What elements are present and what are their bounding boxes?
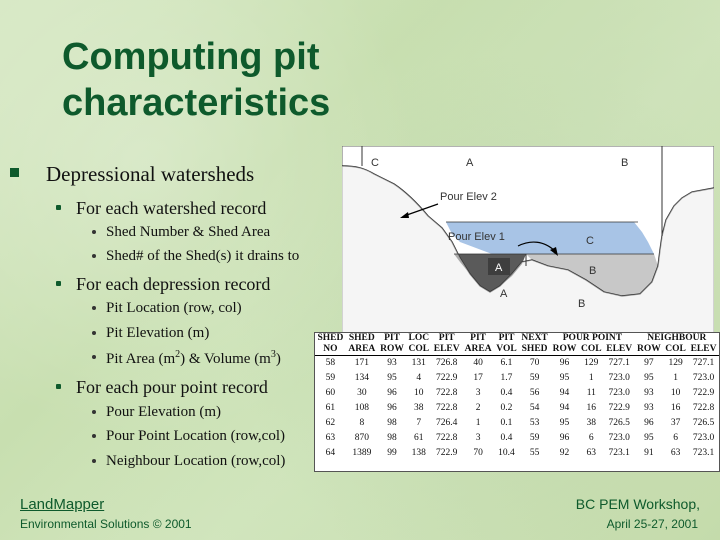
- table-cell: 3: [475, 388, 481, 398]
- column-header: ROW: [378, 344, 406, 356]
- table-cell: 91: [644, 448, 654, 458]
- table-row: [315, 356, 719, 372]
- dot-bullet-icon: [92, 410, 96, 414]
- dot-bullet-icon: [92, 230, 96, 234]
- column-header-group: SHED: [317, 333, 344, 343]
- table-cell: 93: [387, 358, 397, 368]
- column-header-group: LOC: [408, 333, 430, 343]
- column-header: ROW: [635, 344, 663, 356]
- table-cell: 0.1: [500, 418, 513, 428]
- table-cell: 16: [670, 403, 681, 413]
- label-b-top: B: [621, 157, 629, 169]
- table-cell: 97: [644, 358, 654, 368]
- table-cell: 94: [559, 403, 570, 413]
- table-cell: 96: [559, 358, 570, 368]
- table-row: [315, 431, 719, 446]
- footer-brand: LandMapper: [20, 496, 105, 513]
- table-cell: 61: [325, 403, 336, 413]
- table-cell: 10.4: [498, 448, 515, 458]
- table-cell: 722.9: [692, 388, 715, 398]
- table-cell: 59: [529, 373, 540, 383]
- table-cell: 726.5: [692, 418, 715, 428]
- table-cell: 96: [387, 388, 397, 398]
- section-heading: For each watershed record: [76, 198, 267, 218]
- table-cell: 171: [354, 358, 369, 368]
- table-cell: 723.1: [692, 448, 715, 458]
- dot-bullet-icon: [92, 254, 96, 258]
- column-header: COL: [579, 344, 604, 356]
- table-cell: 0.2: [500, 403, 513, 413]
- table-cell: 7: [416, 418, 422, 428]
- table-cell: 99: [387, 448, 397, 458]
- table-cell: 61: [414, 433, 424, 443]
- label-b-inner: B: [589, 265, 597, 277]
- main-bullet-text: Depressional watersheds: [46, 162, 255, 186]
- table-cell: 53: [529, 418, 540, 428]
- table-cell: 70: [473, 448, 483, 458]
- page-title: [62, 34, 330, 126]
- table-cell: 722.8: [692, 403, 715, 413]
- square-bullet-icon: [56, 205, 61, 210]
- table-cell: 63: [670, 448, 681, 458]
- footer-dates: April 25-27, 2001: [606, 517, 698, 531]
- table-cell: 54: [529, 403, 540, 413]
- footer-copyright: Environmental Solutions © 2001: [20, 517, 192, 531]
- table-cell: 726.5: [608, 418, 630, 428]
- column-header-group: NEIGHBOUR: [647, 333, 707, 343]
- table-row: [315, 416, 719, 431]
- table-cell: 96: [644, 418, 654, 428]
- table-cell: 722.8: [436, 388, 458, 398]
- label-pour-elev-2: Pour Elev 2: [440, 191, 497, 203]
- column-header: ELEV: [431, 344, 462, 356]
- title-line-1: Computing pit: [62, 36, 320, 78]
- table-cell: 722.9: [436, 448, 458, 458]
- table-cell: 96: [559, 433, 570, 443]
- table-cell: 1.7: [500, 373, 513, 383]
- table-cell: 98: [387, 433, 397, 443]
- table-cell: 95: [644, 373, 654, 383]
- table-cell: 10: [670, 388, 681, 398]
- table-header-row-1: [315, 333, 719, 344]
- table-cell: 723.1: [608, 448, 630, 458]
- square-bullet-icon: [56, 384, 61, 389]
- table-cell: 96: [387, 403, 397, 413]
- table-cell: 722.9: [436, 373, 458, 383]
- table-cell: 723.0: [608, 388, 630, 398]
- column-header: NO: [315, 344, 346, 356]
- table-cell: 4: [416, 373, 422, 383]
- dot-bullet-icon: [92, 355, 96, 359]
- column-header: ELEV: [688, 344, 719, 356]
- table-cell: 63: [586, 448, 597, 458]
- table-cell: 98: [387, 418, 397, 428]
- table-cell: 38: [586, 418, 597, 428]
- pit-table: [315, 333, 719, 461]
- pit-table-container: [314, 332, 720, 472]
- section-heading: For each depression record: [76, 274, 271, 294]
- table-cell: 16: [586, 403, 597, 413]
- table-cell: 1389: [352, 448, 372, 458]
- table-cell: 63: [325, 433, 336, 443]
- column-header: COL: [663, 344, 688, 356]
- table-cell: 11: [586, 388, 596, 398]
- column-header-group: PIT: [470, 333, 487, 343]
- table-cell: 2: [475, 403, 481, 413]
- table-cell: 723.0: [608, 373, 630, 383]
- column-header: ELEV: [604, 344, 635, 356]
- column-header-group: PIT: [384, 333, 400, 343]
- table-cell: 59: [325, 373, 336, 383]
- table-cell: 6: [588, 433, 594, 443]
- table-cell: 726.4: [436, 418, 458, 428]
- table-cell: 108: [354, 403, 369, 413]
- table-cell: 726.8: [436, 358, 458, 368]
- table-cell: 131: [411, 358, 426, 368]
- column-header: AREA: [346, 344, 378, 356]
- dot-bullet-icon: [92, 331, 96, 335]
- table-cell: 722.8: [436, 433, 458, 443]
- table-cell: 3: [475, 433, 481, 443]
- table-cell: 870: [354, 433, 369, 443]
- table-cell: 0.4: [500, 433, 513, 443]
- table-cell: 94: [559, 388, 570, 398]
- table-row: [315, 446, 719, 461]
- column-header-group: SHED: [348, 333, 375, 343]
- table-cell: 60: [325, 388, 336, 398]
- table-cell: 0.4: [500, 388, 513, 398]
- table-header-row-2: [315, 344, 719, 356]
- column-header: SHED: [519, 344, 550, 356]
- table-cell: 722.8: [436, 403, 458, 413]
- table-cell: 138: [411, 448, 426, 458]
- table-cell: 55: [529, 448, 540, 458]
- table-cell: 6.1: [500, 358, 513, 368]
- table-cell: 64: [325, 448, 336, 458]
- column-header: VOL: [494, 344, 519, 356]
- table-cell: 1: [673, 373, 678, 383]
- square-bullet-icon: [56, 281, 61, 286]
- table-cell: 17: [473, 373, 483, 383]
- table-cell: 6: [673, 433, 678, 443]
- table-row: [315, 386, 719, 401]
- column-header: AREA: [462, 344, 494, 356]
- table-cell: 37: [670, 418, 681, 428]
- column-header: ROW: [550, 344, 578, 356]
- table-cell: 40: [473, 358, 483, 368]
- label-c-inner: C: [586, 235, 594, 247]
- table-cell: 723.0: [692, 373, 715, 383]
- column-header: COL: [406, 344, 431, 356]
- table-cell: 727.1: [692, 358, 715, 368]
- column-header-group: POUR POINT: [562, 333, 623, 343]
- table-cell: 722.9: [608, 403, 630, 413]
- table-cell: 38: [414, 403, 424, 413]
- table-cell: 10: [414, 388, 424, 398]
- table-cell: 56: [529, 388, 540, 398]
- table-cell: 723.0: [692, 433, 715, 443]
- dot-bullet-icon: [92, 434, 96, 438]
- table-cell: 8: [359, 418, 365, 428]
- label-b-below: B: [578, 298, 586, 310]
- dot-bullet-icon: [92, 459, 96, 463]
- table-body: [315, 356, 719, 462]
- table-cell: 134: [354, 373, 369, 383]
- column-header-group: PIT: [498, 333, 515, 343]
- table-cell: 727.1: [608, 358, 630, 368]
- table-cell: 1: [588, 373, 594, 383]
- table-cell: 1: [475, 418, 481, 428]
- table-cell: 59: [529, 433, 540, 443]
- column-header-group: PIT: [438, 333, 455, 343]
- table-row: [315, 371, 719, 386]
- table-cell: 95: [559, 418, 570, 428]
- title-line-2: characteristics: [62, 82, 331, 124]
- pit-diagram: [342, 146, 714, 336]
- footer-event: BC PEM Workshop,: [575, 496, 700, 512]
- table-row: [315, 401, 719, 416]
- table-cell: 95: [644, 433, 654, 443]
- section-heading: For each pour point record: [76, 377, 268, 397]
- label-a-top: A: [466, 157, 474, 169]
- table-cell: 95: [559, 373, 570, 383]
- table-cell: 129: [584, 358, 599, 368]
- dot-bullet-icon: [92, 306, 96, 310]
- table-cell: 129: [668, 358, 683, 368]
- table-cell: 70: [529, 358, 540, 368]
- table-cell: 58: [325, 358, 336, 368]
- square-bullet-icon: [10, 168, 19, 177]
- table-cell: 30: [357, 388, 367, 398]
- table-cell: 92: [559, 448, 570, 458]
- label-a-below: A: [500, 288, 508, 300]
- table-cell: 62: [325, 418, 336, 428]
- label-a-box: A: [495, 262, 503, 274]
- column-header-group: NEXT: [521, 333, 548, 343]
- label-c-top: C: [371, 157, 379, 169]
- label-pour-elev-1: Pour Elev 1: [448, 231, 505, 243]
- table-cell: 93: [644, 403, 654, 413]
- table-cell: 95: [387, 373, 397, 383]
- table-cell: 93: [644, 388, 654, 398]
- table-cell: 723.0: [608, 433, 630, 443]
